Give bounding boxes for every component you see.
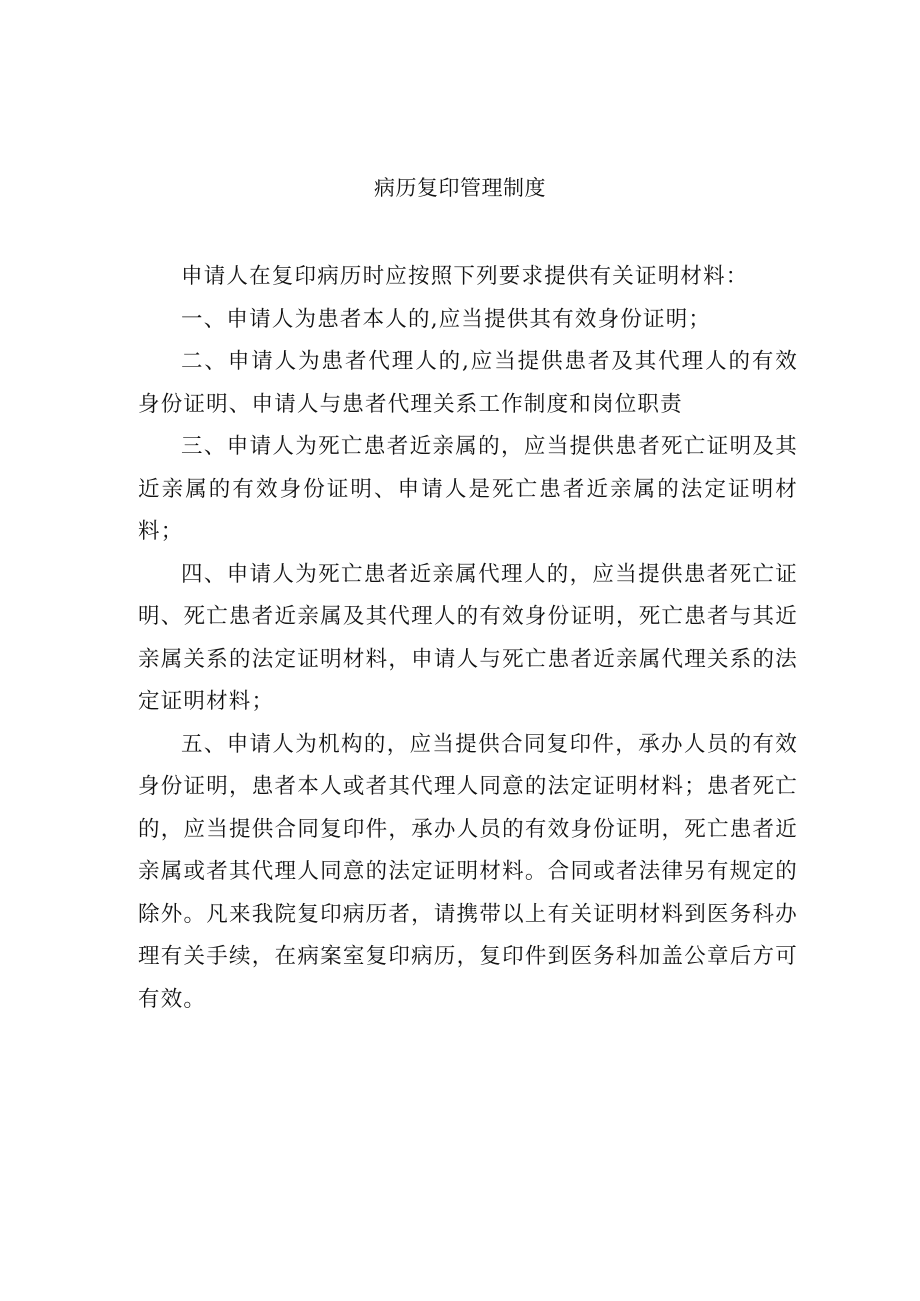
paragraph-intro: 申请人在复印病历时应按照下列要求提供有关证明材料： — [181, 264, 749, 289]
paragraph-item-1: 一、申请人为患者本人的,应当提供其有效身份证明； — [181, 306, 712, 332]
document-title: 病历复印管理制度 — [374, 176, 546, 200]
document-body — [138, 256, 798, 1021]
paragraph-item-5: 五、申请人为机构的，应当提供合同复印件，承办人员的有效身份证明，患者本人或者其代理人同意的法定证明材料；患者死亡的，应当提供合同复印件，承办人员的有效身份证明，死亡患者近亲属或者其代理人同意的法定证明材料。合同或者法律另有规定的除外。凡来我院复印病历者，请携带以上有关证明材料到医务科办理有关手续，在病案室复印病历，复印件到医务科加盖公章后方可有效。 — [138, 731, 798, 1012]
paragraph-item-4: 四、申请人为死亡患者近亲属代理人的，应当提供患者死亡证明、死亡患者近亲属及其代理人的有效身份证明，死亡患者与其近亲属关系的法定证明材料，申请人与死亡患者近亲属代理关系的法定证明材料； — [138, 561, 798, 714]
paragraph-item-2: 二、申请人为患者代理人的,应当提供患者及其代理人的有效身份证明、申请人与患者代理关系工作制度和岗位职责 — [138, 349, 798, 417]
paragraph-item-3: 三、申请人为死亡患者近亲属的，应当提供患者死亡证明及其近亲属的有效身份证明、申请人是死亡患者近亲属的法定证明材料； — [138, 434, 798, 544]
